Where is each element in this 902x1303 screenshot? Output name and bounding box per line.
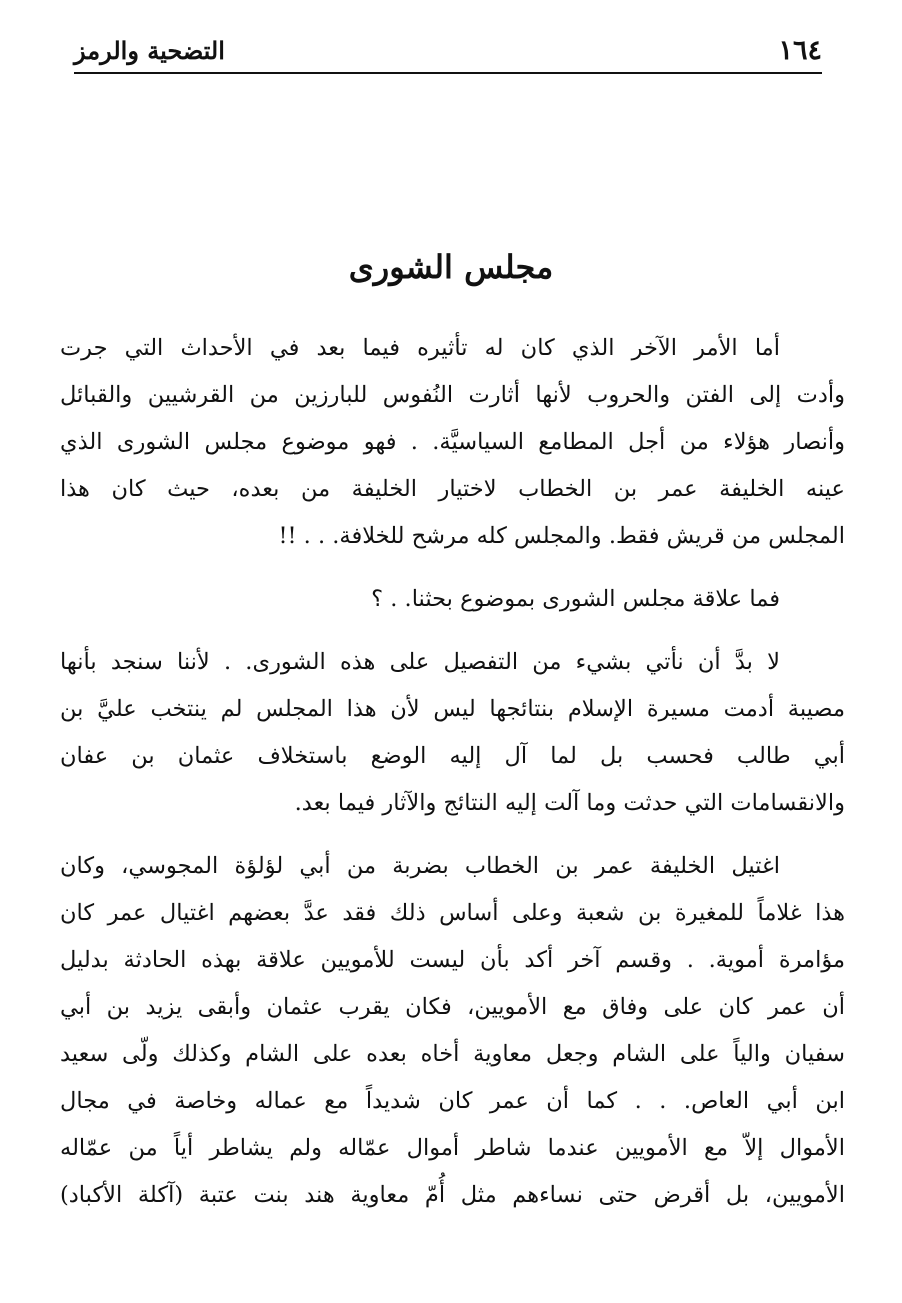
text-line: أما الأمر الآخر الذي كان له تأثيره فيما بعد في الأحداث التي جرت [60, 335, 780, 361]
book-title: التضحية والرمز [74, 35, 225, 65]
paragraph-gap [60, 827, 845, 843]
text-line: المجلس من قريش فقط. والمجلس كله مرشح للخلافة. . . !! [278, 523, 845, 549]
text-line: لا بدَّ أن نأتي بشيء من التفصيل على هذه الشورى. . لأننا سنجد بأنها [60, 649, 780, 675]
paragraph-2 [60, 576, 845, 623]
text-line: أن عمر كان على وفاق مع الأمويين، فكان يقرب عثمان وأبقى يزيد بن أبي [60, 994, 845, 1020]
paragraph-4 [60, 843, 845, 1219]
paragraph-gap [60, 623, 845, 639]
body-text [60, 325, 845, 1219]
text-line: وأنصار هؤلاء من أجل المطامع السياسيَّة. . فهو موضوع مجلس الشورى الذي [60, 429, 845, 455]
text-line: عينه الخليفة عمر بن الخطاب لاختيار الخليفة من بعده، حيث كان هذا [60, 476, 845, 502]
text-line: الأموال إلاّ مع الأمويين عندما شاطر أموال عمّاله ولم يشاطر أياً من عمّاله [60, 1135, 845, 1161]
paragraph-1 [60, 325, 845, 560]
page-number: ١٦٤ [778, 34, 822, 66]
text-line: ابن أبي العاص. . . كما أن عمر كان شديداً مع عماله وخاصة في مجال [60, 1088, 845, 1114]
text-line: سفيان والياً على الشام وجعل معاوية أخاه بعده على الشام وكذلك ولّى سعيد [60, 1041, 845, 1067]
text-line: والانقسامات التي حدثت وما آلت إليه النتائج والآثار فيما بعد. [294, 790, 845, 816]
paragraph-3 [60, 639, 845, 827]
text-line: وأدت إلى الفتن والحروب لأنها أثارت النُفوس للبارزين من القرشيين والقبائل [60, 382, 845, 408]
text-line: اغتيل الخليفة عمر بن الخطاب بضربة من أبي لؤلؤة المجوسي، وكان [60, 853, 780, 879]
paragraph-gap [60, 560, 845, 576]
text-line: فما علاقة مجلس الشورى بموضوع بحثنا. . ؟ [371, 586, 780, 612]
section-title: مجلس الشورى [348, 248, 554, 286]
text-line: هذا غلاماً للمغيرة بن شعبة وعلى أساس ذلك فقد عدَّ بعضهم اغتيال عمر كان [60, 900, 845, 926]
running-header [74, 28, 822, 74]
text-line: أبي طالب فحسب بل لما آل إليه الوضع باستخلاف عثمان بن عفان [60, 743, 845, 769]
text-line: مصيبة أدمت مسيرة الإسلام بنتائجها ليس لأن هذا المجلس لم ينتخب عليَّ بن [60, 696, 845, 722]
text-line: مؤامرة أموية. . وقسم آخر أكد بأن ليست للأمويين علاقة بهذه الحادثة بدليل [60, 947, 845, 973]
text-line: الأمويين، بل أقرض حتى نساءهم مثل أُمّ معاوية هند بنت عتبة (آكلة الأكباد) [60, 1182, 845, 1208]
